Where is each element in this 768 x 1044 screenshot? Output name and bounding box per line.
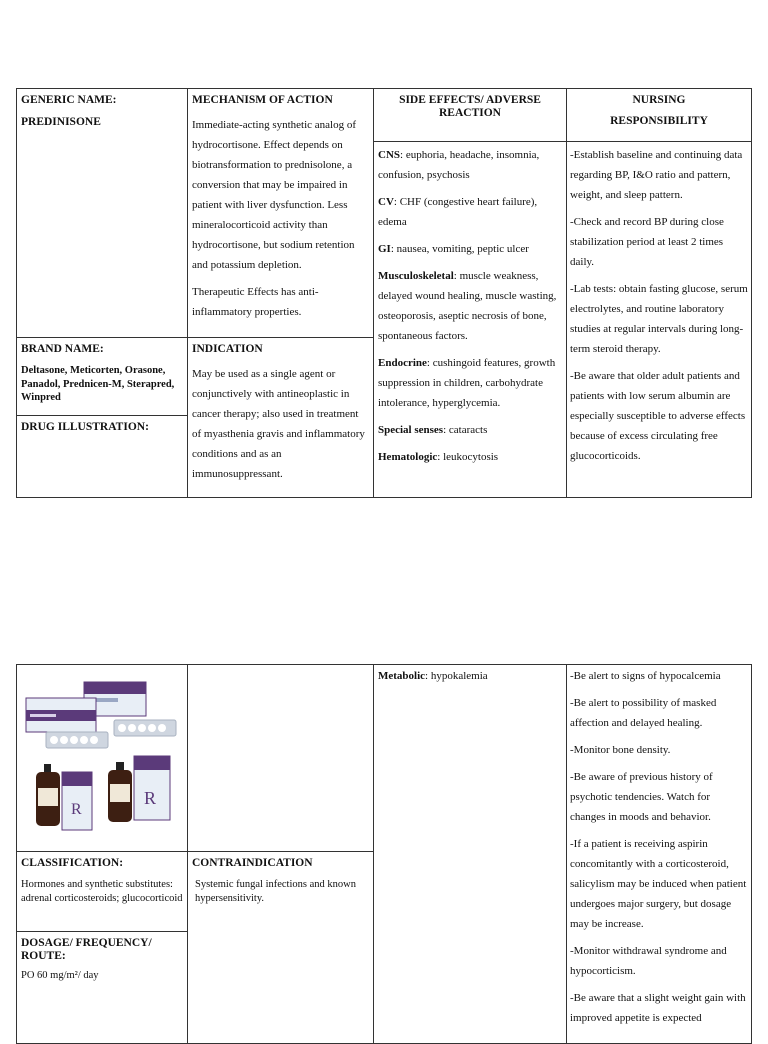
side-effect-item: Special senses: cataracts	[378, 424, 488, 436]
nursing-header	[570, 94, 748, 128]
table2-row-divider-2	[16, 931, 188, 932]
contraindication-label: CONTRAINDICATION	[192, 857, 313, 869]
generic-name-label: GENERIC NAME:	[21, 94, 117, 106]
classification-cell	[21, 857, 183, 905]
generic-name-value: PREDINISONE	[21, 116, 101, 128]
side-effect-item: CNS: euphoria, headache, insomnia, confusion, psychosis	[378, 149, 540, 181]
table1-row-divider-1	[16, 337, 374, 338]
table2-col-divider-1	[187, 664, 188, 1044]
svg-text:R: R	[144, 788, 157, 808]
nursing-item: -Establish baseline and continuing data regarding BP, I&O ratio and pattern, weight, and sleep pattern.	[570, 149, 743, 201]
side-effects-list-2	[378, 666, 563, 693]
side-effect-item: Endocrine: cushingoid features, growth suppression in children, carbohydrate intolerance, hyperglycemia.	[378, 357, 556, 409]
nursing-item: -Be aware that older adult patients and patients with low serum albumin are especially susceptible to adverse effects because of excess circulating free glucocorticoids.	[570, 370, 746, 462]
therapeutic-effects-text: Therapeutic Effects has anti-inflammatory properties.	[192, 286, 319, 318]
syrup-bottle	[108, 762, 132, 822]
indication-label: INDICATION	[192, 343, 263, 355]
nursing-item: -Check and record BP during close stabilization period at least 2 times daily.	[570, 216, 724, 268]
classification-value: Hormones and synthetic substitutes: adrenal corticosteroids; glucocorticoid	[21, 879, 183, 904]
nursing-item: -Be aware that a slight weight gain with improved appetite is expected	[570, 992, 746, 1024]
generic-name-cell	[21, 94, 183, 129]
nursing-list-2	[570, 666, 748, 1035]
side-effects-header	[380, 94, 560, 120]
side-effect-item: Metabolic: hypokalemia	[378, 670, 488, 682]
dosage-label: DOSAGE/ FREQUENCY/ ROUTE:	[21, 937, 152, 962]
table1-col-divider-2	[373, 88, 374, 498]
nursing-label-2: RESPONSIBILITY	[610, 115, 708, 127]
drug-illustration-label: DRUG ILLUSTRATION:	[21, 421, 149, 433]
brand-name-label: BRAND NAME:	[21, 343, 104, 355]
side-effects-label: SIDE EFFECTS/ ADVERSE REACTION	[399, 94, 541, 119]
table2-col-divider-2	[373, 664, 374, 1044]
medicine-box-front	[62, 772, 92, 830]
mechanism-label: MECHANISM OF ACTION	[192, 94, 333, 106]
svg-text:R: R	[71, 801, 82, 818]
indication-cell	[192, 343, 370, 491]
indication-text: May be used as a single agent or conjunctively with antineoplastic in cancer therapy; also used in treatment of myasthenia gravis and inflammatory conditions and as an immunosuppressant.	[192, 368, 365, 480]
contraindication-cell	[192, 857, 368, 905]
nursing-item: -If a patient is receiving aspirin concomitantly with a corticosteroid, salicylism may be induced when patient undergoes major surgery, but dosage may be increase.	[570, 838, 747, 930]
table1-col-divider-3	[566, 88, 567, 498]
side-effects-list	[378, 145, 563, 474]
nursing-item: -Be aware of previous history of psychotic tendencies. Watch for changes in moods and behavior.	[570, 771, 713, 823]
blister-pack	[114, 720, 176, 736]
table1-col-divider-1	[187, 88, 188, 498]
dosage-cell	[21, 937, 183, 983]
side-effect-item: GI: nausea, vomiting, peptic ulcer	[378, 243, 529, 255]
drug-illustration-image	[22, 676, 182, 836]
contraindication-value: Systemic fungal infections and known hypersensitivity.	[195, 879, 356, 904]
medicine-box-left	[26, 698, 96, 732]
table2-col-divider-3	[566, 664, 567, 1044]
classification-label: CLASSIFICATION:	[21, 857, 124, 869]
brand-name-cell	[21, 343, 185, 405]
table2-row-divider-1	[16, 851, 374, 852]
mechanism-cell	[192, 94, 370, 329]
nursing-item: -Be alert to possibility of masked affection and delayed healing.	[570, 697, 717, 729]
medicine-box-front	[134, 756, 170, 820]
dosage-value: PO 60 mg/m²/ day	[21, 970, 99, 981]
brand-name-value: Deltasone, Meticorten, Orasone, Panadol, Prednicen-M, Sterapred, Winpred	[21, 365, 175, 403]
table1-row-divider-2	[16, 415, 188, 416]
nursing-item: -Be alert to signs of hypocalcemia	[570, 670, 721, 682]
nursing-label-1: NURSING	[632, 94, 686, 106]
nursing-item: -Monitor withdrawal syndrome and hypocorticism.	[570, 945, 727, 977]
side-effect-item: CV: CHF (congestive heart failure), edema	[378, 196, 538, 228]
side-effect-item: Musculoskeletal: muscle weakness, delayed wound healing, muscle wasting, osteoporosis, aseptic necrosis of bone, spontaneous factors.	[378, 270, 557, 342]
mechanism-text: Immediate-acting synthetic analog of hydrocortisone. Effect depends on biotransformation to prednisolone, a conversion that may be impaired in patient with liver dysfunction. Less mineralocorticoid activity than hydrocortisone, but sodium retention and potassium depletion.	[192, 119, 357, 271]
table1-header-divider-right	[373, 141, 752, 142]
nursing-item: -Lab tests: obtain fasting glucose, serum electrolytes, and routine laboratory studies at regular intervals during long-term steroid therapy.	[570, 283, 748, 355]
nursing-item: -Monitor bone density.	[570, 744, 671, 756]
syrup-bottle	[36, 764, 60, 826]
side-effect-item: Hematologic: leukocytosis	[378, 451, 499, 463]
blister-pack	[46, 732, 108, 748]
nursing-list	[570, 145, 748, 473]
drug-illustration-cell	[21, 421, 185, 434]
